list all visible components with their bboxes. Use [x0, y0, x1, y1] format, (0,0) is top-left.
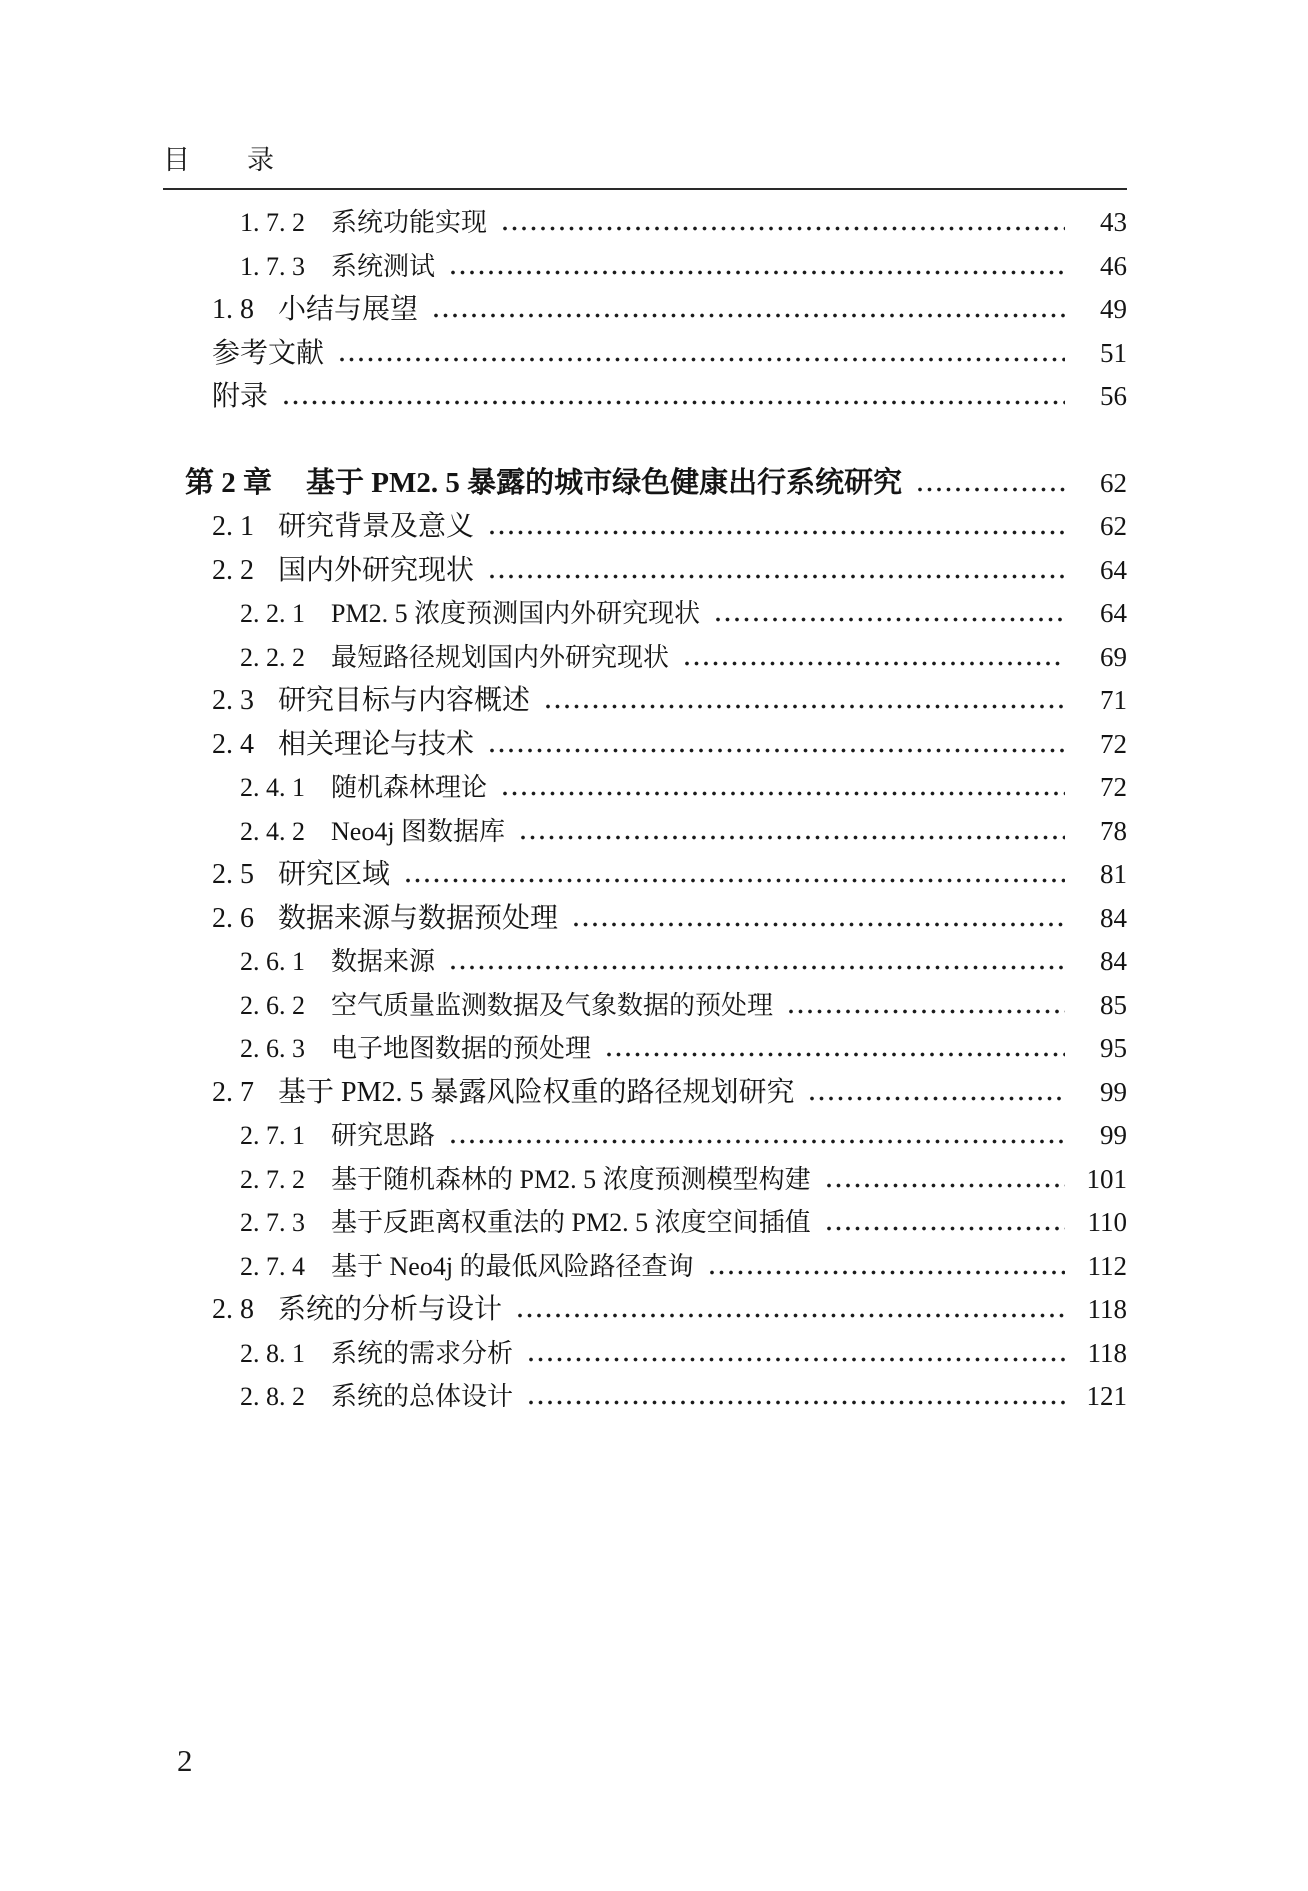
toc-entry[interactable] — [240, 1114, 1127, 1158]
dot-leader-icon — [572, 922, 1065, 927]
toc-entry-page: 101 — [1086, 1163, 1127, 1194]
toc-entry-page: 43 — [1100, 207, 1127, 237]
toc-entry-page: 81 — [1100, 859, 1127, 889]
toc-entry-number: 2. 2. 2 — [240, 642, 305, 672]
toc-entry-title: 电子地图数据的预处理 — [331, 1034, 592, 1063]
dot-leader-icon — [787, 1009, 1065, 1014]
toc-entry-page: 118 — [1087, 1337, 1127, 1368]
toc-entry-title: 基于 PM2. 5 暴露风险权重的路径规划研究 — [278, 1076, 795, 1108]
toc-entry-number: 2. 4 — [212, 728, 254, 760]
toc-entry-page: 56 — [1100, 381, 1127, 411]
dot-leader-icon — [432, 313, 1065, 318]
toc-entry[interactable] — [240, 1245, 1127, 1289]
toc-entry-page: 71 — [1100, 685, 1127, 715]
page-title: 目 录 — [163, 145, 275, 175]
toc-entry-number: 1. 7. 3 — [240, 251, 305, 281]
toc-entry-number: 2. 8. 1 — [240, 1338, 305, 1368]
toc-entry-title: 基于反距离权重法的 PM2. 5 浓度空间插值 — [331, 1208, 811, 1237]
toc-entry[interactable] — [240, 201, 1127, 245]
dot-leader-icon — [488, 748, 1065, 753]
toc-entry-page: 69 — [1100, 641, 1127, 672]
toc-entry[interactable] — [240, 636, 1127, 680]
toc-entry[interactable] — [240, 1201, 1127, 1245]
toc-entry-title: PM2. 5 浓度预测国内外研究现状 — [331, 599, 701, 628]
toc-list — [163, 201, 1127, 1419]
toc-entry-title: 系统的分析与设计 — [278, 1294, 503, 1325]
toc-entry-title: 数据来源与数据预处理 — [278, 902, 559, 934]
toc-entry-number: 2. 8 — [212, 1294, 254, 1325]
toc-entry-page: 84 — [1100, 946, 1127, 976]
toc-entry-page: 62 — [1100, 511, 1127, 541]
toc-entry-page: 51 — [1100, 337, 1127, 368]
toc-entry[interactable] — [240, 245, 1127, 289]
dot-leader-icon — [282, 400, 1065, 405]
toc-entry-number: 2. 5 — [212, 859, 254, 890]
dot-leader-icon — [519, 835, 1065, 840]
toc-entry-number: 2. 6. 1 — [240, 947, 305, 976]
toc-entry-title: 系统测试 — [331, 251, 436, 281]
toc-entry[interactable] — [212, 375, 1127, 419]
toc-entry[interactable] — [212, 853, 1127, 897]
toc-entry-number: 第 2 章 — [185, 466, 273, 499]
toc-entry-title: 研究思路 — [331, 1121, 436, 1150]
toc-entry-page: 110 — [1087, 1207, 1127, 1237]
toc-entry[interactable] — [240, 766, 1127, 810]
toc-entry-title: 国内外研究现状 — [278, 554, 475, 586]
toc-entry-title: 参考文献 — [212, 337, 325, 369]
toc-entry-number: 1. 7. 2 — [240, 208, 305, 237]
dot-leader-icon — [714, 617, 1065, 622]
toc-entry-title: 系统功能实现 — [331, 208, 488, 237]
toc-entry[interactable] — [212, 332, 1127, 376]
toc-entry-number: 2. 7. 4 — [240, 1251, 305, 1281]
toc-entry-title: Neo4j 图数据库 — [331, 816, 506, 846]
dot-leader-icon — [501, 226, 1065, 231]
dot-leader-icon — [544, 704, 1065, 709]
dot-leader-icon — [825, 1183, 1065, 1188]
toc-entry-number: 2. 7 — [212, 1076, 254, 1108]
toc-entry-number: 1. 8 — [212, 294, 254, 325]
toc-entry-page: 49 — [1100, 294, 1127, 324]
toc-entry[interactable] — [240, 592, 1127, 636]
toc-entry-title: 研究区域 — [278, 859, 391, 890]
dot-leader-icon — [708, 1270, 1065, 1275]
dot-leader-icon — [488, 530, 1065, 535]
toc-entry-page: 72 — [1100, 772, 1127, 802]
toc-entry-title: 附录 — [212, 381, 269, 412]
toc-entry[interactable] — [212, 723, 1127, 767]
toc-entry-page: 46 — [1100, 250, 1127, 281]
toc-entry-title: 基于 PM2. 5 暴露的城市绿色健康出行系统研究 — [306, 466, 903, 499]
dot-leader-icon — [527, 1400, 1065, 1405]
toc-entry-title: 系统的总体设计 — [331, 1382, 514, 1411]
toc-entry-page: 118 — [1087, 1294, 1127, 1324]
toc-entry[interactable] — [212, 288, 1127, 332]
toc-entry-page: 72 — [1100, 728, 1127, 759]
toc-entry-number: 2. 6 — [212, 902, 254, 934]
toc-entry[interactable] — [240, 810, 1127, 854]
toc-entry[interactable] — [212, 549, 1127, 593]
dot-leader-icon — [488, 574, 1065, 579]
toc-entry-number: 2. 7. 3 — [240, 1208, 305, 1237]
dot-leader-icon — [916, 487, 1065, 492]
toc-entry[interactable] — [240, 1158, 1127, 1202]
toc-entry-page: 85 — [1100, 989, 1127, 1020]
dot-leader-icon — [825, 1226, 1065, 1231]
dot-leader-icon — [808, 1096, 1065, 1101]
dot-leader-icon — [516, 1313, 1065, 1318]
toc-entry-title: 相关理论与技术 — [278, 728, 475, 760]
toc-entry[interactable] — [185, 462, 1127, 506]
toc-entry-number: 2. 3 — [212, 685, 254, 716]
toc-entry-title: 基于随机森林的 PM2. 5 浓度预测模型构建 — [331, 1164, 811, 1194]
dot-leader-icon — [338, 357, 1065, 362]
toc-entry[interactable] — [240, 1027, 1127, 1071]
toc-entry-page: 84 — [1100, 902, 1127, 933]
toc-entry-number: 2. 6. 2 — [240, 990, 305, 1020]
toc-entry-number: 2. 4. 2 — [240, 816, 305, 846]
footer-page-number: 2 — [177, 1743, 193, 1778]
page-header — [163, 138, 1127, 177]
header-divider — [163, 188, 1127, 190]
toc-entry-page: 95 — [1100, 1033, 1127, 1063]
toc-entry[interactable] — [240, 984, 1127, 1028]
toc-entry-page: 64 — [1100, 598, 1127, 628]
toc-entry[interactable] — [212, 897, 1127, 941]
toc-entry[interactable] — [212, 679, 1127, 723]
toc-entry-page: 112 — [1087, 1250, 1127, 1281]
toc-entry-title: 空气质量监测数据及气象数据的预处理 — [331, 990, 774, 1020]
toc-entry-title: 数据来源 — [331, 947, 436, 976]
toc-entry[interactable] — [212, 1288, 1127, 1332]
toc-entry-page: 99 — [1100, 1120, 1127, 1150]
toc-entry-number: 2. 8. 2 — [240, 1382, 305, 1411]
dot-leader-icon — [527, 1357, 1065, 1362]
toc-entry-page: 78 — [1100, 815, 1127, 846]
dot-leader-icon — [449, 1139, 1065, 1144]
dot-leader-icon — [449, 270, 1065, 275]
toc-entry-page: 121 — [1086, 1381, 1127, 1411]
dot-leader-icon — [404, 878, 1065, 883]
toc-entry-page: 99 — [1100, 1076, 1127, 1107]
toc-entry-number: 2. 7. 1 — [240, 1121, 305, 1150]
toc-entry-title: 基于 Neo4j 的最低风险路径查询 — [331, 1251, 694, 1281]
toc-entry[interactable] — [240, 940, 1127, 984]
dot-leader-icon — [449, 965, 1065, 970]
toc-entry-number: 2. 4. 1 — [240, 773, 305, 802]
toc-entry-title: 小结与展望 — [278, 294, 419, 325]
toc-entry-page: 64 — [1100, 554, 1127, 585]
toc-entry-page: 62 — [1100, 467, 1127, 498]
dot-leader-icon — [683, 661, 1065, 666]
toc-entry-title: 研究背景及意义 — [278, 511, 475, 542]
toc-entry-title: 研究目标与内容概述 — [278, 685, 531, 716]
dot-leader-icon — [605, 1052, 1065, 1057]
toc-entry-title: 随机森林理论 — [331, 773, 488, 802]
toc-entry[interactable] — [212, 1071, 1127, 1115]
dot-leader-icon — [501, 791, 1065, 796]
toc-entry-number: 2. 2. 1 — [240, 599, 305, 628]
toc-entry-number: 2. 1 — [212, 511, 254, 542]
toc-entry-title: 系统的需求分析 — [331, 1338, 514, 1368]
toc-entry[interactable] — [240, 1375, 1127, 1419]
toc-entry[interactable] — [212, 505, 1127, 549]
toc-entry[interactable] — [240, 1332, 1127, 1376]
toc-entry-number: 2. 7. 2 — [240, 1164, 305, 1194]
toc-entry-title: 最短路径规划国内外研究现状 — [331, 642, 670, 672]
toc-entry-number: 2. 6. 3 — [240, 1034, 305, 1063]
toc-entry-number: 2. 2 — [212, 554, 254, 586]
